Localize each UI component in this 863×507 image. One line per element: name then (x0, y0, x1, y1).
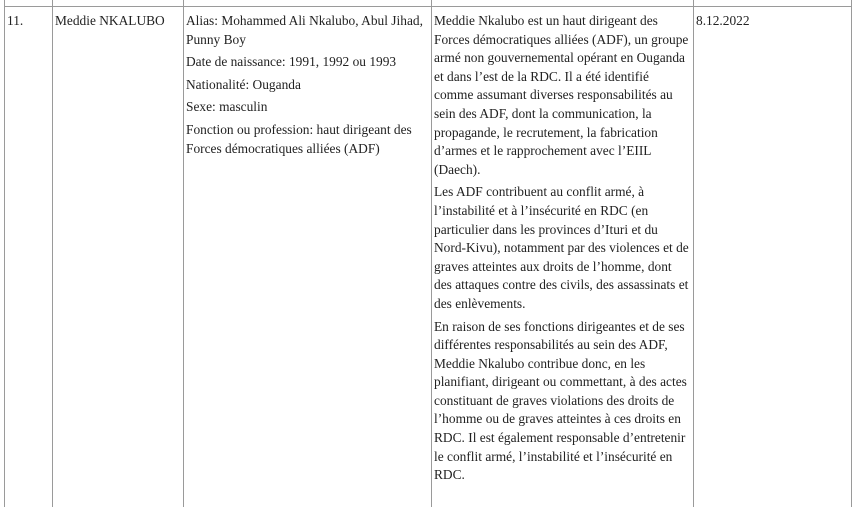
entry-number-cell (5, 7, 53, 507)
table-row (5, 7, 852, 507)
nationality-line: Nationalité: Ouganda (186, 76, 429, 95)
reasons-cell (432, 7, 694, 507)
birth-date-line: Date de naissance: 1991, 1992 ou 1993 (186, 53, 429, 72)
reason-paragraph: En raison de ses fonctions dirigeantes et de ses différentes responsabilités au sein des ADF, Meddie Nkalubo contribue donc, en les planifiant, dirigeant ou commettant, à des actes constituant de graves violations des droits de l’homme ou de graves atteintes à ces droits en RDC. Il est également responsable d’entretenir le conflit armé, l’instabilité et l’insécurité en RDC. (434, 318, 691, 485)
entry-name: Meddie NKALUBO (53, 7, 183, 31)
listing-date-cell (694, 7, 852, 507)
reason-paragraph: Meddie Nkalubo est un haut dirigeant des Forces démocratiques alliées (ADF), un groupe armé non gouvernemental opérant en Ouganda et dans l’est de la RDC. Il a été identifié comme assumant diverses responsabilités au sein des ADF, dont la communication, la propagande, le recrutement, la fabrication d’armes et le rapprochement avec l’EIIL (Daech). (434, 12, 691, 179)
function-line: Fonction ou profession: haut dirigeant des Forces démocratiques alliées (ADF) (186, 121, 429, 158)
entry-name-cell (53, 7, 184, 507)
reason-paragraph: Les ADF contribuent au conflit armé, à l’instabilité et à l’insécurité en RDC (en particulier dans les provinces d’Ituri et du Nord-Kivu), notamment par des violences et de graves atteintes aux droits de l’homme, dont des attaques contre des civils, des assassinats et des enlèvements. (434, 183, 691, 313)
listing-date: 8.12.2022 (694, 7, 851, 31)
alias-line: Alias: Mohammed Ali Nkalubo, Abul Jihad, Punny Boy (186, 12, 429, 49)
sanctions-table (4, 0, 852, 507)
entry-number: 11. (5, 7, 52, 31)
identifying-info-cell (184, 7, 432, 507)
sex-line: Sexe: masculin (186, 98, 429, 117)
